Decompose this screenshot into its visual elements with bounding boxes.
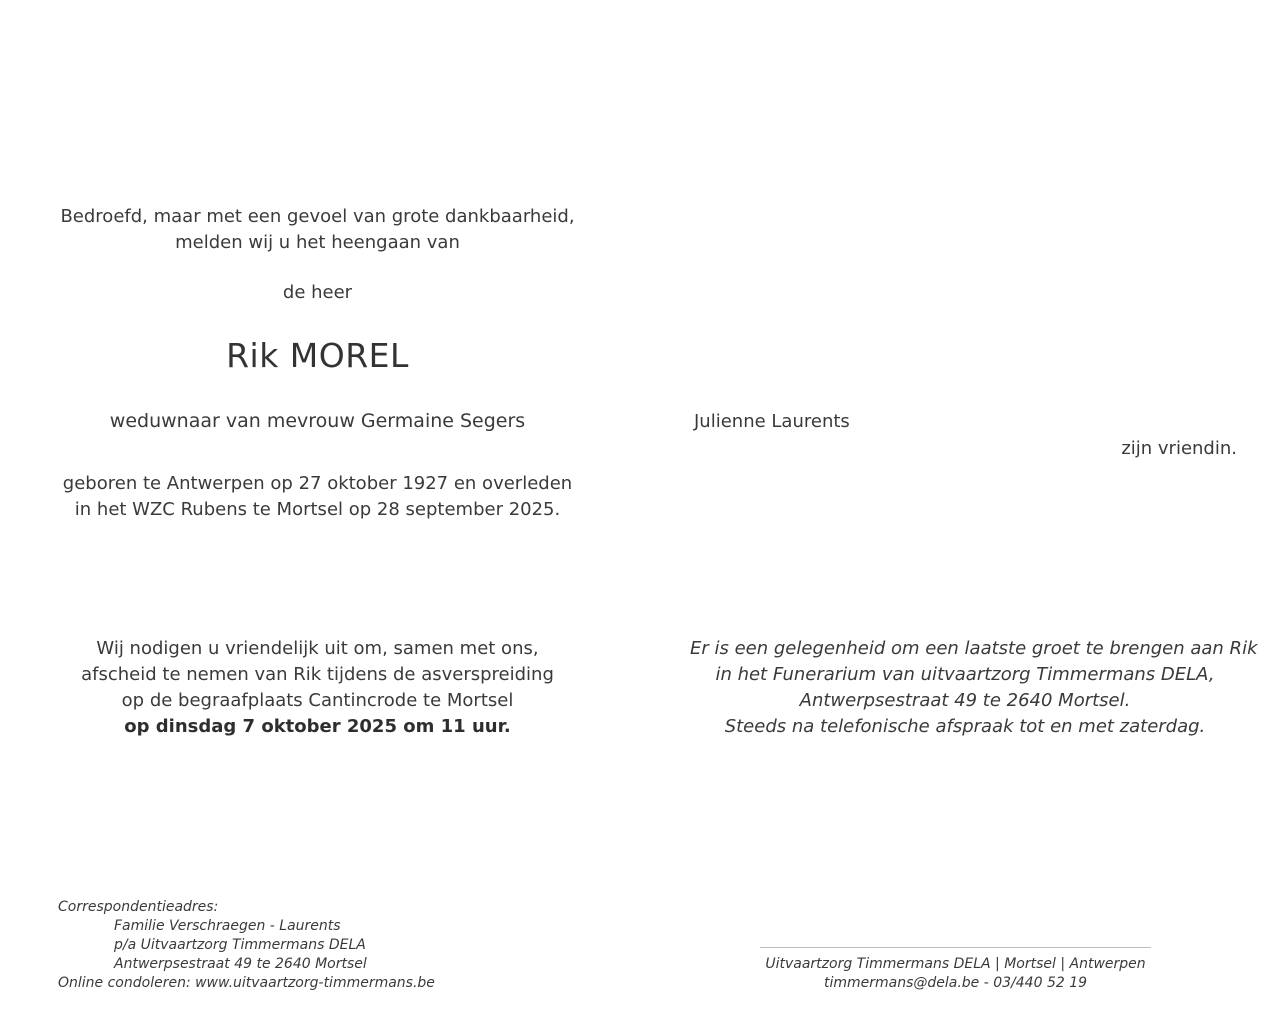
farewell-line: Steeds na telefonische afspraak tot en met zaterdag. (724, 716, 1206, 737)
correspondence-heading: Correspondentieadres: (58, 899, 219, 915)
intro-text (60, 204, 575, 256)
birth-death-line: geboren te Antwerpen op 27 oktober 1927 en overleden (62, 473, 573, 494)
correspondence-address-line: p/a Uitvaartzorg Timmermans DELA (114, 937, 366, 953)
farewell-line: in het Funerarium van uitvaartzorg Timmermans DELA, (715, 664, 1215, 685)
intro-line: Bedroefd, maar met een gevoel van grote dankbaarheid, (60, 206, 575, 227)
farewell-line: Antwerpsestraat 49 te 2640 Mortsel. (799, 690, 1131, 711)
farewell-line: Er is een gelegenheid om een laatste groet te brengen aan Rik (690, 638, 1258, 659)
birth-death-line: in het WZC Rubens te Mortsel op 28 september 2025. (74, 499, 561, 520)
intro-line: melden wij u het heengaan van (175, 232, 460, 253)
footer-divider (760, 947, 1151, 948)
invitation-line: afscheid te nemen van Rik tijdens de asverspreiding (81, 664, 554, 685)
funeral-home-name: Uitvaartzorg Timmermans DELA | Mortsel | Antwerpen (765, 956, 1146, 972)
ceremony-date: op dinsdag 7 oktober 2025 om 11 uur. (124, 716, 511, 737)
invitation-line: op de begraafplaats Cantincrode te Mortsel (121, 690, 514, 711)
spouse-line: weduwnaar van mevrouw Germaine Segers (109, 410, 526, 432)
birth-death-text (60, 471, 575, 523)
funeral-home-contact[interactable]: timmermans@dela.be - 03/440 52 19 (823, 975, 1088, 991)
correspondence-address-line: Antwerpsestraat 49 te 2640 Mortsel (114, 956, 367, 972)
invitation-text (60, 636, 575, 740)
companion-name: Julienne Laurents (694, 411, 850, 432)
companion-relation: zijn vriendin. (1121, 438, 1237, 459)
correspondence-address-line: Familie Verschraegen - Laurents (114, 918, 341, 934)
deceased-name: Rik MOREL (226, 336, 409, 375)
online-condolence-link[interactable]: Online condoleren: www.uitvaartzorg-timmermans.be (58, 975, 435, 991)
funeral-home-block (760, 955, 1151, 993)
title-prefix: de heer (282, 282, 353, 303)
correspondence-block (58, 898, 435, 993)
invitation-line: Wij nodigen u vriendelijk uit om, samen met ons, (96, 638, 539, 659)
farewell-text (690, 636, 1258, 740)
